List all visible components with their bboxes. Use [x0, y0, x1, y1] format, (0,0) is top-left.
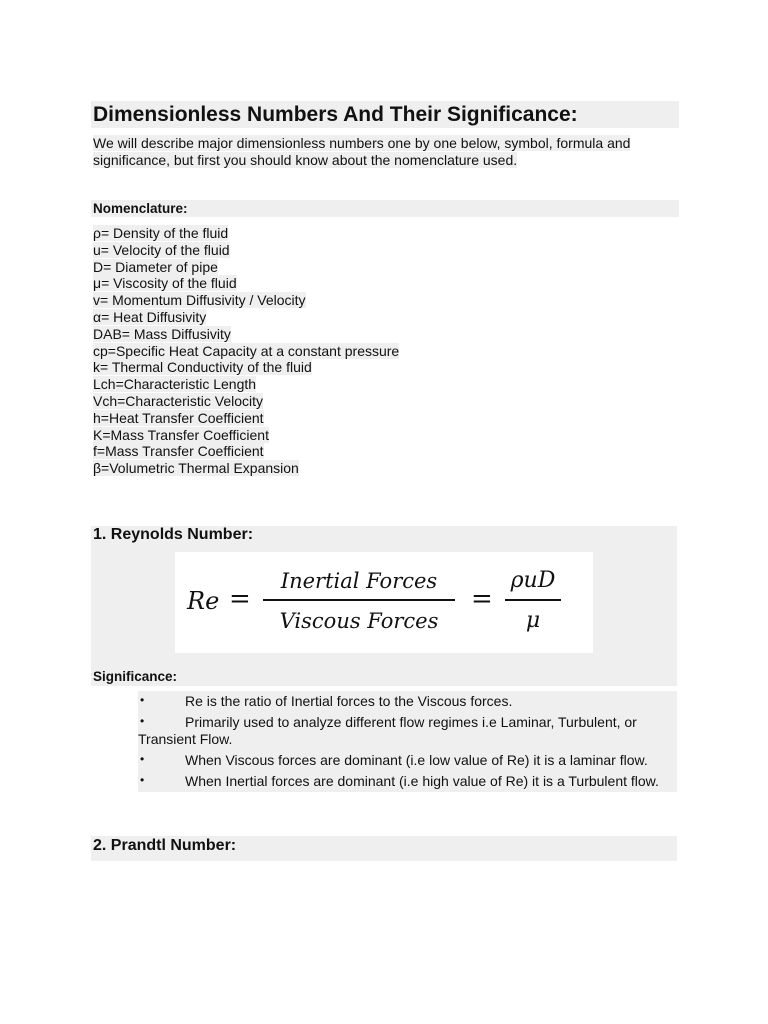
reynolds-heading: 1. Reynolds Number: — [93, 526, 254, 543]
formula-fraction-variables — [505, 566, 561, 636]
list-item: • When Viscous forces are dominant (i.e low value of Re) it is a laminar flow. — [140, 752, 648, 768]
nomenclature-item: v= Momentum Diffusivity / Velocity — [93, 292, 306, 309]
significance-heading: Significance: — [93, 669, 178, 684]
nomenclature-item: β=Volumetric Thermal Expansion — [93, 460, 299, 477]
nomenclature-item: cp=Specific Heat Capacity at a constant pressure — [93, 342, 400, 359]
bullet-icon: • — [140, 773, 145, 787]
nomenclature-item: K=Mass Transfer Coefficient — [93, 426, 269, 443]
reynolds-section — [91, 526, 677, 686]
prandtl-heading: 2. Prandtl Number: — [93, 837, 237, 854]
nomenclature-item: f=Mass Transfer Coefficient — [93, 443, 264, 460]
fraction-numerator: ρuD — [510, 568, 556, 593]
significance-list — [138, 691, 677, 792]
intro-paragraph — [93, 135, 677, 169]
nomenclature-item: α= Heat Diffusivity — [93, 308, 207, 325]
formula-equals: = — [229, 584, 251, 614]
nomenclature-heading: Nomenclature: — [91, 200, 679, 217]
fraction-numerator: Inertial Forces — [280, 569, 438, 593]
nomenclature-item: μ= Viscosity of the fluid — [93, 275, 237, 292]
nomenclature-item: h=Heat Transfer Coefficient — [93, 409, 264, 426]
nomenclature-item: u= Velocity of the fluid — [93, 241, 230, 258]
formula-equals: = — [471, 584, 493, 614]
nomenclature-item: Vch=Characteristic Velocity — [93, 392, 264, 409]
bullet-icon: • — [140, 752, 145, 766]
nomenclature-item: Lch=Characteristic Length — [93, 376, 257, 393]
nomenclature-item: ρ= Density of the fluid — [93, 225, 229, 241]
nomenclature-item: DAB= Mass Diffusivity — [93, 325, 231, 342]
prandtl-section — [91, 836, 677, 861]
nomenclature-item: k= Thermal Conductivity of the fluid — [93, 359, 312, 376]
fraction-bar — [505, 599, 561, 601]
bullet-icon: • — [140, 693, 145, 707]
list-item: • Re is the ratio of Inertial forces to the Viscous forces. — [140, 693, 513, 709]
nomenclature-list — [93, 225, 399, 477]
bullet-icon: • — [140, 714, 145, 728]
page-title: Dimensionless Numbers And Their Significance: — [91, 101, 679, 128]
list-item: • When Inertial forces are dominant (i.e high value of Re) it is a Turbulent flow. — [140, 773, 659, 789]
formula-fraction-forces — [263, 566, 455, 636]
intro-text: We will describe major dimensionless numbers one by one below, symbol, formula and significance, but first you should know about the nomenclature used. — [93, 135, 631, 168]
reynolds-formula — [175, 552, 593, 653]
fraction-denominator: μ — [525, 608, 541, 633]
fraction-denominator: Viscous Forces — [279, 609, 439, 633]
fraction-bar — [263, 599, 455, 601]
list-item: • Primarily used to analyze different flow regimes i.e Laminar, Turbulent, or Transient Flow. — [138, 714, 637, 747]
formula-lhs: Re — [187, 587, 220, 615]
nomenclature-item: D= Diameter of pipe — [93, 258, 218, 275]
